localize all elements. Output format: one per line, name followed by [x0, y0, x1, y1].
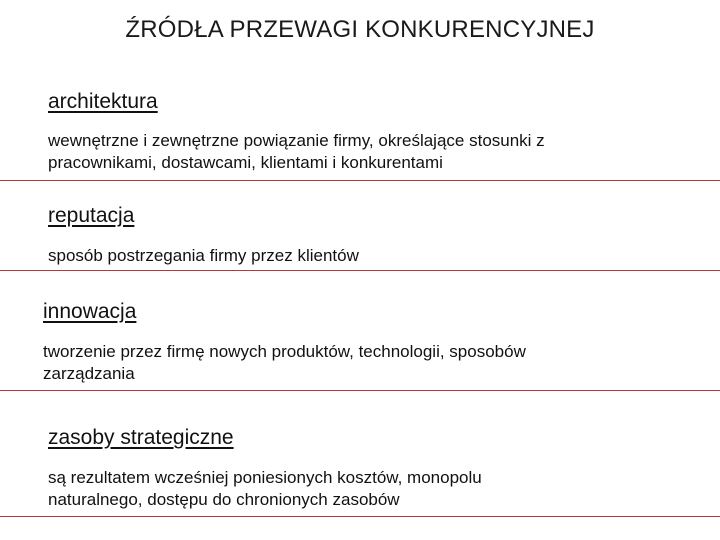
description-line: zarządzania — [43, 364, 135, 383]
description-line: sposób postrzegania firmy przez klientów — [48, 246, 359, 265]
section-description-innowacja — [43, 341, 526, 385]
section-divider — [0, 270, 720, 271]
description-line: naturalnego, dostępu do chronionych zasobów — [48, 490, 400, 509]
section-description-zasoby-strategiczne — [48, 467, 482, 511]
page-title: ŹRÓDŁA PRZEWAGI KONKURENCYJNEJ — [125, 16, 595, 43]
section-heading-innowacja: innowacja — [43, 300, 137, 323]
description-line: są rezultatem wcześniej poniesionych kosztów, monopolu — [48, 468, 482, 487]
section-divider — [0, 180, 720, 181]
section-heading-zasoby-strategiczne: zasoby strategiczne — [48, 426, 234, 449]
section-description-architektura — [48, 130, 545, 174]
section-heading-architektura: architektura — [48, 90, 158, 113]
section-heading-reputacja: reputacja — [48, 204, 135, 227]
section-divider — [0, 390, 720, 391]
description-line: pracownikami, dostawcami, klientami i konkurentami — [48, 153, 443, 172]
section-description-reputacja — [48, 245, 359, 267]
section-divider — [0, 516, 720, 517]
description-line: tworzenie przez firmę nowych produktów, technologii, sposobów — [43, 342, 526, 361]
description-line: wewnętrzne i zewnętrzne powiązanie firmy, określające stosunki z — [48, 131, 545, 150]
